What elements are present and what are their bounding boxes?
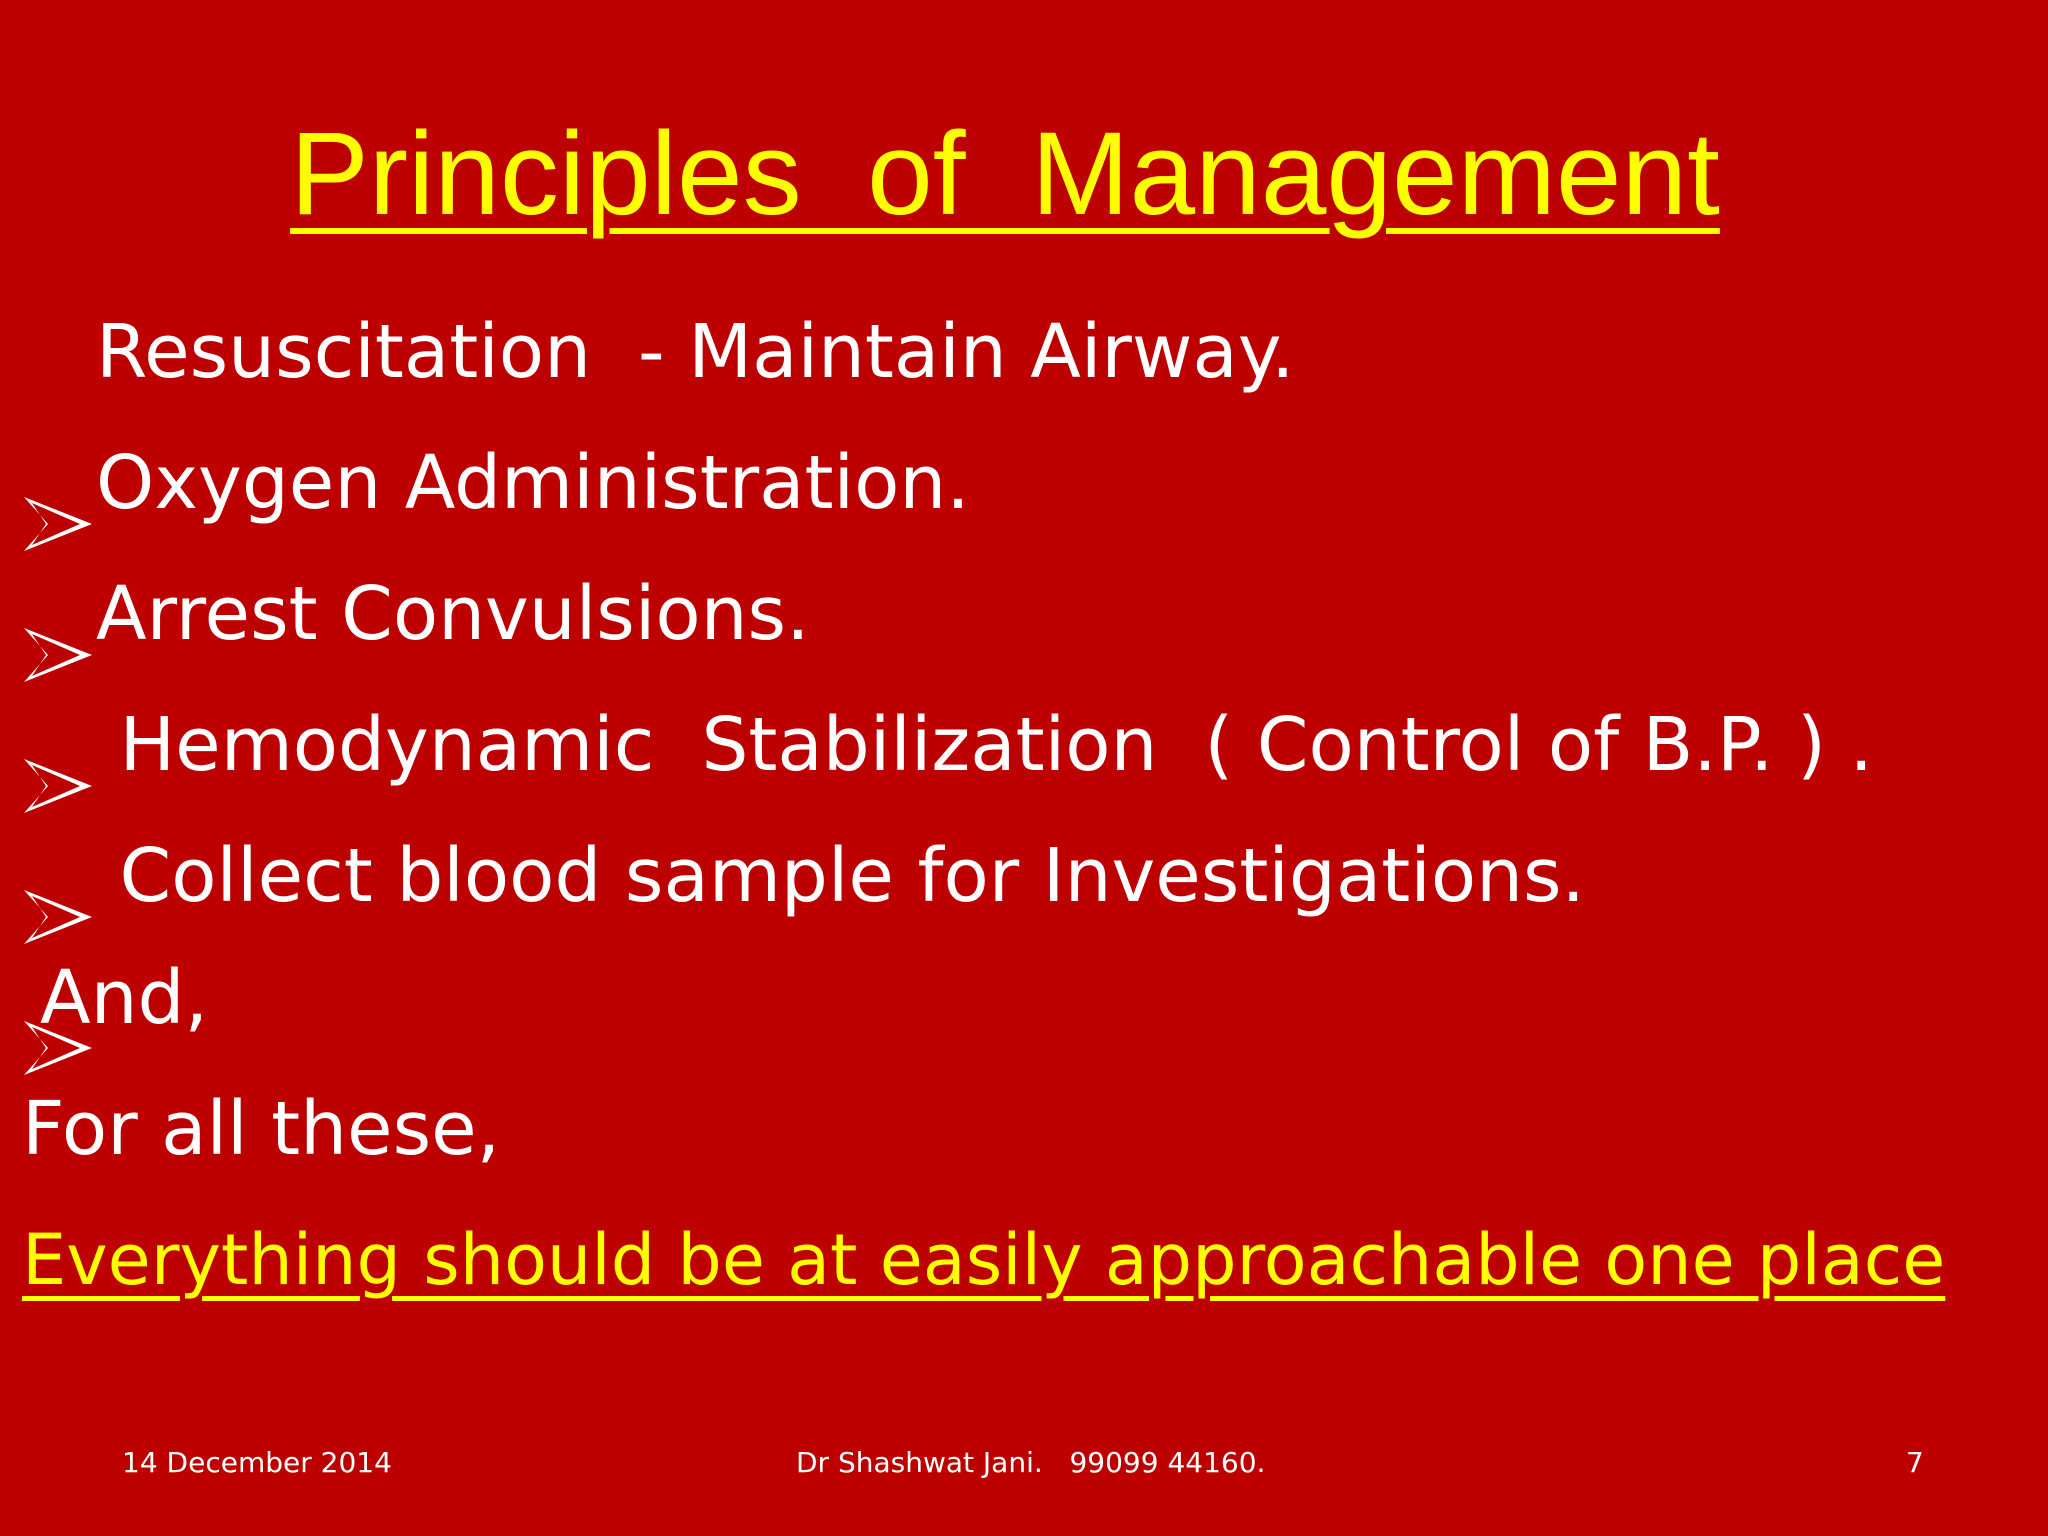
- footer-date: 14 December 2014: [122, 1446, 392, 1479]
- arrow-bullet-icon: [22, 319, 94, 385]
- bullet-item: [22, 810, 1873, 941]
- and-text: And,: [40, 955, 209, 1041]
- bullet-item: [22, 548, 1873, 679]
- bullet-text: Collect blood sample for Investigations.: [96, 832, 1586, 919]
- bullet-text: Oxygen Administration.: [96, 439, 970, 526]
- bullet-text: Resuscitation - Maintain Airway.: [96, 308, 1295, 395]
- arrow-bullet-icon: [22, 843, 94, 909]
- page-number: 7: [1906, 1446, 1924, 1479]
- footer-author: Dr Shashwat Jani. 99099 44160.: [796, 1446, 1266, 1479]
- for-all-these-text: For all these,: [22, 1086, 501, 1172]
- arrow-bullet-icon: [22, 581, 94, 647]
- bullet-list: [22, 286, 1873, 941]
- bullet-item: [22, 679, 1873, 810]
- slide-title: [0, 104, 2010, 244]
- arrow-bullet-icon: [22, 712, 94, 778]
- highlight-statement: Everything should be at easily approachable one place: [22, 1219, 1946, 1301]
- bullet-item: [22, 286, 1873, 417]
- slide-title-text: Principles of Management: [290, 108, 1720, 240]
- bullet-item: [22, 417, 1873, 548]
- bullet-text: Hemodynamic Stabilization ( Control of B.P. ) .: [96, 701, 1874, 788]
- arrow-bullet-icon: [22, 450, 94, 516]
- bullet-text: Arrest Convulsions.: [96, 570, 810, 657]
